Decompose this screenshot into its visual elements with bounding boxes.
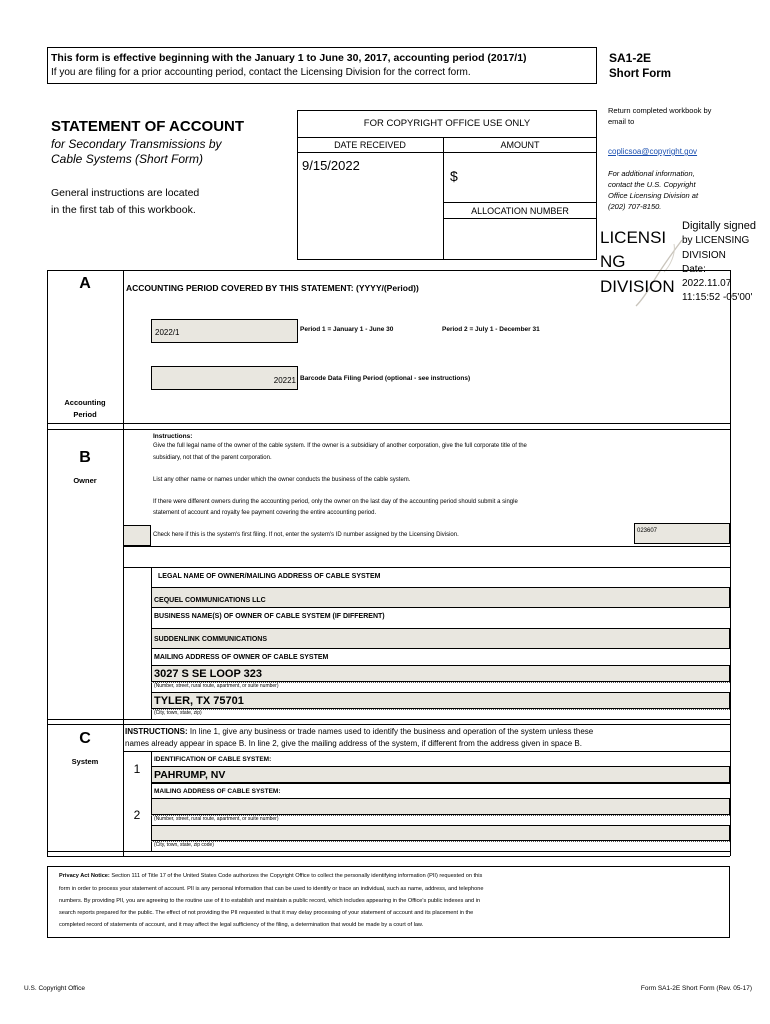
section-b-instruction3-line2: statement of account and royalty fee payment covering the entire accounting period. <box>153 510 377 516</box>
section-c-instructions-bold: INSTRUCTIONS: <box>125 727 188 736</box>
privacy-line2: form in order to process your statement of account. PII is any personal information that can be used to identify or trace an individual, such as name, address, and telephone <box>59 886 484 892</box>
section-b-instruction2: List any other name or names under which the owner conducts the business of the cable system. <box>153 477 411 483</box>
mailing-address-heading: MAILING ADDRESS OF OWNER OF CABLE SYSTEM <box>154 654 329 661</box>
system-city-input[interactable] <box>151 825 730 841</box>
street-value: 3027 S SE LOOP 323 <box>154 668 263 680</box>
business-name-heading: BUSINESS NAME(S) OF OWNER OF CABLE SYSTEM (IF DIFFERENT) <box>154 613 385 620</box>
allocation-number-label: ALLOCATION NUMBER <box>471 206 569 216</box>
general-instructions-line1: General instructions are located <box>51 187 200 199</box>
section-b-instruction3-line1: If there were different owners during the accounting period, only the owner on the last day of the accounting period should submit a single <box>153 499 518 505</box>
system-id-value: 023607 <box>637 528 658 534</box>
signature-text-line4: Date: <box>682 264 706 275</box>
section-b-letter: B <box>79 449 91 466</box>
signature-text-line6: 11:15:52 -05'00' <box>682 292 753 303</box>
signature-text-line3: DIVISION <box>682 250 726 261</box>
privacy-line1 <box>59 873 482 879</box>
page-subtitle-line1: for Secondary Transmissions by <box>51 137 222 151</box>
section-b-side-label: Owner <box>73 476 97 485</box>
info-line1: For additional information, <box>608 169 695 178</box>
amount-label: AMOUNT <box>500 140 540 150</box>
privacy-line5: completed record of statements of account, and it may affect the legal sufficiency of the filing, a determination that would be made by a court of law. <box>59 922 424 928</box>
section-c-instructions-line1 <box>125 727 593 736</box>
section-b-instruction1-line1: Give the full legal name of the owner of the cable system. If the owner is a subsidiary of another corporation, give the full corporate title of the <box>153 443 527 449</box>
signature-name-line1: LICENSI <box>600 228 667 247</box>
period1-label: Period 1 = January 1 - June 30 <box>300 326 394 333</box>
section-c-line2-number: 2 <box>133 808 141 822</box>
page-title: STATEMENT OF ACCOUNT <box>51 118 245 135</box>
system-mailing-heading: MAILING ADDRESS OF CABLE SYSTEM: <box>154 788 281 795</box>
section-a-heading: ACCOUNTING PERIOD COVERED BY THIS STATEMENT: (YYYY/(Period)) <box>126 283 419 293</box>
privacy-line4: search reports prepared for the public. The effect of not providing the PII requested is that it may delay processing of your statement of account and its placement in the <box>59 910 474 916</box>
section-c-letter: C <box>79 730 91 747</box>
barcode-period-value: 20221 <box>273 376 296 385</box>
privacy-line3: numbers. By providing PII, you are agreeing to the routine use of it to establish and maintain a public record, which includes appearing in the Office's public indexes and in <box>59 898 481 904</box>
period2-label: Period 2 = July 1 - December 31 <box>442 326 540 333</box>
info-line3: Office Licensing Division at <box>608 191 699 200</box>
contact-email-link[interactable]: coplicsoa@copyright.gov <box>608 147 698 156</box>
city-value: TYLER, TX 75701 <box>154 695 244 707</box>
page-subtitle-line2: Cable Systems (Short Form) <box>51 152 204 166</box>
privacy-line1-text: Section 111 of Title 17 of the United States Code authorizes the Copyright Office to collect the personally identifying information (PII) requested on this <box>109 873 483 879</box>
system-street-input[interactable] <box>151 798 730 815</box>
date-received-value: 9/15/2022 <box>302 158 360 173</box>
signature-name-line3: DIVISION <box>600 277 675 296</box>
general-instructions-line2: in the first tab of this workbook. <box>51 204 196 216</box>
city-caption: (City, town, state, zip) <box>154 710 202 716</box>
amount-value: $ <box>450 168 458 184</box>
section-a-letter: A <box>79 275 91 292</box>
footer-left: U.S. Copyright Office <box>24 985 85 992</box>
privacy-bold: Privacy Act Notice: <box>59 873 110 879</box>
office-use-box <box>297 110 597 260</box>
section-a-side-label-line2: Period <box>73 410 97 419</box>
system-id-heading: IDENTIFICATION OF CABLE SYSTEM: <box>154 756 272 763</box>
system-identification-input[interactable] <box>151 766 730 783</box>
effective-notice-line1: This form is effective beginning with the January 1 to June 30, 2017, accounting period (2017/1) <box>51 52 527 64</box>
office-use-header: FOR COPYRIGHT OFFICE USE ONLY <box>363 118 531 129</box>
barcode-period-label: Barcode Data Filing Period (optional - see instructions) <box>300 375 471 382</box>
section-c-instructions-text: In line 1, give any business or trade names used to identify the business and operation of the system unless these <box>187 727 594 736</box>
form-id: SA1-2E <box>609 51 652 65</box>
street-caption: (Number, street, rural route, apartment, or suite number) <box>154 683 279 689</box>
first-filing-checkbox[interactable] <box>123 525 151 546</box>
section-c-instructions-line2: names already appear in space B. In line 2, give the mailing address of the system, if different from the address given in space B. <box>125 739 582 748</box>
info-line2: contact the U.S. Copyright <box>608 180 696 189</box>
signature-text-line5: 2022.11.07 <box>682 278 732 289</box>
legal-name-heading: LEGAL NAME OF OWNER/MAILING ADDRESS OF CABLE SYSTEM <box>158 573 381 580</box>
system-identification-value: PAHRUMP, NV <box>154 769 226 781</box>
return-instructions-line1: Return completed workbook by <box>608 106 712 115</box>
date-received-label: DATE RECEIVED <box>334 140 406 150</box>
info-line4: (202) 707-8150. <box>608 202 662 211</box>
system-city-caption: (City, town, state, zip code) <box>154 842 214 848</box>
section-c-line1-number: 1 <box>133 762 141 776</box>
signature-text-line1: Digitally signed <box>682 220 756 232</box>
form-type: Short Form <box>609 68 671 80</box>
section-a-side-label-line1: Accounting <box>64 398 106 407</box>
section-b-instructions-heading: Instructions: <box>153 433 193 440</box>
accounting-period-value: 2022/1 <box>155 328 180 337</box>
system-street-caption: (Number, street, rural route, apartment, or suite number) <box>154 816 279 822</box>
signature-text-line2: by LICENSING <box>682 235 750 246</box>
footer-right: Form SA1-2E Short Form (Rev. 05-17) <box>640 985 752 992</box>
effective-notice-line2: If you are filing for a prior accounting period, contact the Licensing Division for the correct form. <box>51 67 471 78</box>
return-instructions-line2: email to <box>608 117 635 126</box>
legal-name-value: CEQUEL COMMUNICATIONS LLC <box>154 597 266 604</box>
signature-name-line2: NG <box>600 252 626 271</box>
section-b-instruction1-line2: subsidiary, not that of the parent corporation. <box>153 455 272 461</box>
business-name-value: SUDDENLINK COMMUNICATIONS <box>154 636 268 643</box>
first-filing-label: Check here if this is the system's first filing. If not, enter the system's ID number assigned by the Licensing Division. <box>153 532 459 538</box>
section-c-side-label: System <box>71 757 99 766</box>
